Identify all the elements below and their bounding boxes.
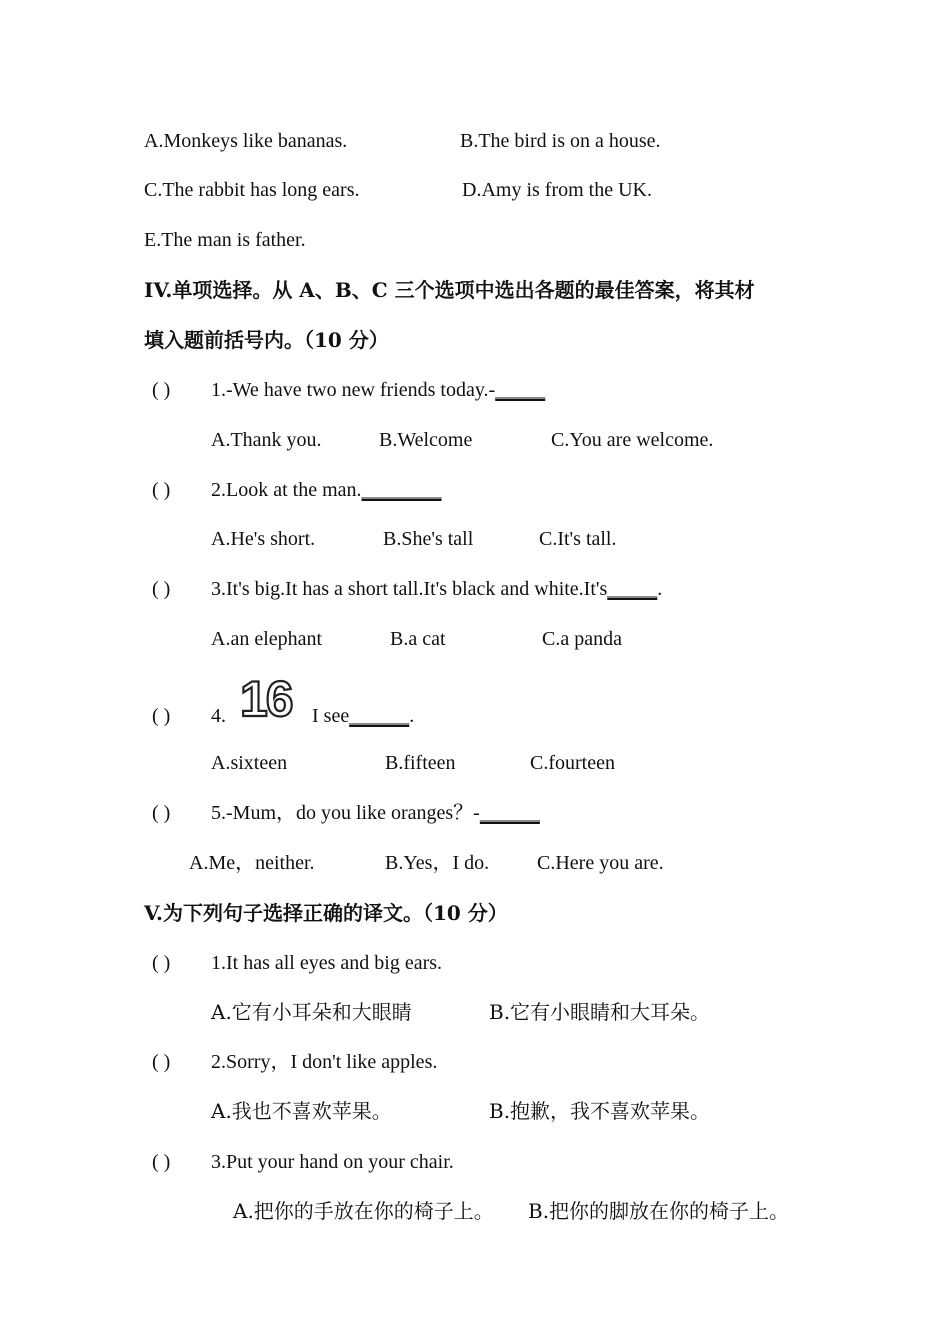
choice-c: C.It's tall.: [539, 528, 617, 550]
answer-blank: ______: [479, 802, 540, 824]
choice-b: B.a cat: [390, 628, 446, 650]
option-a: A.Monkeys like bananas.: [144, 130, 348, 152]
question-number: 4.: [211, 705, 226, 727]
section5-heading: V.为下列句子选择正确的译文。（10 分）: [144, 901, 508, 925]
answer-blank: ________: [361, 479, 442, 501]
answer-blank: _____: [607, 578, 658, 600]
answer-blank: ______: [349, 705, 410, 727]
choice-b: B.Welcome: [379, 429, 473, 451]
option-e: E.The man is father.: [144, 229, 306, 251]
choice-a: A.我也不喜欢苹果。: [211, 1099, 392, 1123]
answer-paren: ( ): [152, 952, 171, 974]
answer-paren: ( ): [152, 802, 171, 824]
question-text: 5.-Mum，do you like oranges？-: [211, 802, 480, 824]
section4-heading-line1: IV.单项选择。从 A、B、C 三个选项中选出各题的最佳答案，将其材: [144, 278, 755, 302]
option-c: C.The rabbit has long ears.: [144, 179, 360, 201]
choice-a: A.He's short.: [211, 528, 316, 550]
choice-c: C.Here you are.: [537, 852, 664, 874]
question-text: 2.Look at the man.: [211, 479, 362, 501]
choice-c: C.fourteen: [530, 752, 615, 774]
question-stem: [211, 478, 442, 502]
answer-paren: ( ): [152, 578, 171, 600]
choice-b: B.把你的脚放在你的椅子上。: [528, 1199, 790, 1223]
question-tail: .: [409, 705, 415, 727]
answer-paren: ( ): [152, 379, 171, 401]
choice-b: B.它有小眼睛和大耳朵。: [489, 1000, 711, 1024]
choice-a: A.Me，neither.: [189, 852, 315, 874]
choice-c: C.a panda: [542, 628, 622, 650]
question-text: I see: [312, 705, 350, 727]
choice-b: B.抱歉，我不喜欢苹果。: [489, 1099, 711, 1123]
answer-paren: ( ): [152, 479, 171, 501]
choice-c: C.You are welcome.: [551, 429, 714, 451]
question-text: 2.Sorry，I don't like apples.: [211, 1051, 438, 1073]
question-stem: [211, 801, 540, 825]
section4-heading-line2: 填入题前括号内。（10 分）: [144, 328, 389, 352]
question-text: 1.It has all eyes and big ears.: [211, 952, 443, 974]
choice-b: B.Yes，I do.: [385, 852, 490, 874]
choice-a: A.把你的手放在你的椅子上。: [233, 1199, 494, 1223]
choice-a: A.Thank you.: [211, 429, 322, 451]
question-stem: [312, 704, 414, 728]
number-16-image: [238, 672, 302, 722]
choice-b: B.She's tall: [383, 528, 474, 550]
question-text: 3.Put your hand on your chair.: [211, 1151, 454, 1173]
number-16-text: 16: [240, 672, 292, 722]
question-stem: [211, 577, 662, 601]
answer-paren: ( ): [152, 1151, 171, 1173]
answer-paren: ( ): [152, 705, 171, 727]
choice-a: A.sixteen: [211, 752, 288, 774]
option-b: B.The bird is on a house.: [460, 130, 661, 152]
question-text: 1.-We have two new friends today.-: [211, 379, 496, 401]
question-tail: .: [657, 578, 663, 600]
answer-paren: ( ): [152, 1051, 171, 1073]
question-text: 3.It's big.It has a short tall.It's black and white.It's: [211, 578, 608, 600]
choice-a: A.它有小耳朵和大眼睛: [211, 1000, 412, 1024]
option-d: D.Amy is from the UK.: [462, 179, 652, 201]
question-stem: [211, 378, 545, 402]
choice-b: B.fifteen: [385, 752, 456, 774]
answer-blank: _____: [495, 379, 546, 401]
choice-a: A.an elephant: [211, 628, 323, 650]
